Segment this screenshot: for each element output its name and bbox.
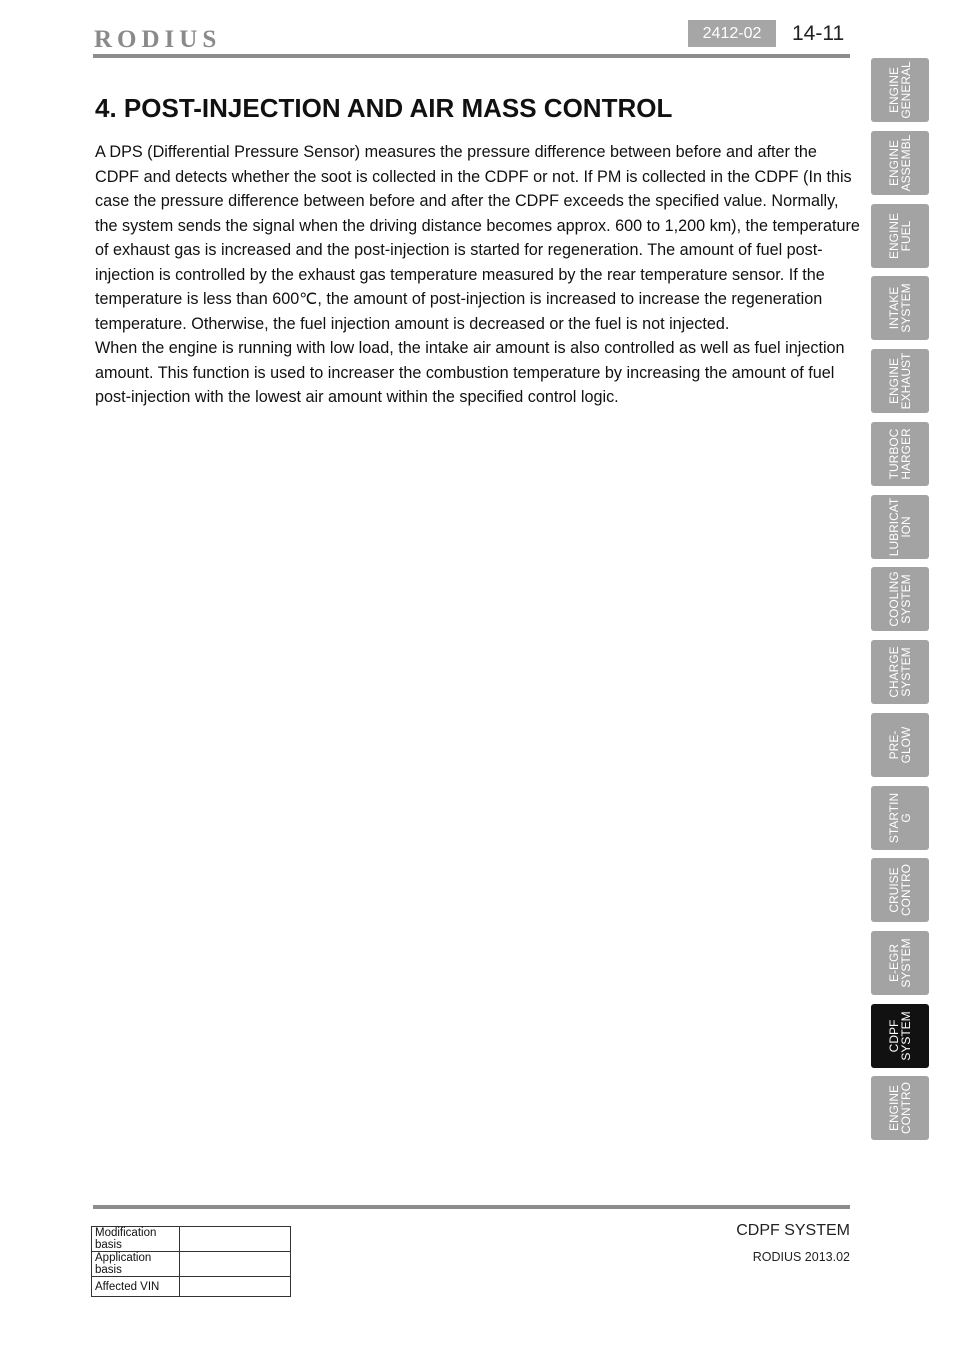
page-number: 14-11 [792, 22, 845, 45]
document-code-badge: 2412-02 [688, 20, 776, 47]
table-row [92, 1277, 291, 1297]
tab-label: CRUISE CONTRO [887, 864, 913, 916]
tab-engine-control[interactable] [871, 1076, 929, 1140]
tab-cooling-system[interactable] [871, 567, 929, 631]
footer-section-name: CDPF SYSTEM [736, 1222, 850, 1239]
footer-divider [93, 1205, 850, 1209]
header-divider [93, 54, 850, 58]
tab-lubrication[interactable] [871, 495, 929, 559]
tab-engine-general[interactable] [871, 58, 929, 122]
table-value [180, 1227, 291, 1252]
paragraph: A DPS (Differential Pressure Sensor) measures the pressure difference between before and after the CDPF and detects whether the soot is collected in the CDPF or not. If PM is collected in the CDPF (In this case the pressure difference between before and after the CDPF exceeds the specified value. Normally, the system sends the signal when the driving distance becomes approx. 600 to 1,200 km), the temperature of exhaust gas is increased and the post-injection is started for regeneration. The amount of fuel post-injection is controlled by the exhaust gas temperature measured by the rear temperature sensor. If the temperature is less than 600℃, the amount of post-injection is increased to increase the regeneration temperature. Otherwise, the fuel injection amount is decreased or the fuel is not injected. [95, 143, 860, 333]
modification-table [91, 1226, 291, 1297]
table-row [92, 1227, 291, 1252]
table-label: Application basis [92, 1252, 180, 1277]
paragraph: When the engine is running with low load, the intake air amount is also controlled as well as fuel injection amount. This function is used to increaser the combustion temperature by increasing the amount of fuel post-injection with the lowest air amount within the specified control logic. [95, 339, 845, 406]
tab-turbocharger[interactable] [871, 422, 929, 486]
table-value [180, 1252, 291, 1277]
tab-label: CDPF SYSTEM [887, 1011, 913, 1061]
tab-label: STARTIN G [887, 792, 913, 844]
tab-label: ENGINE FUEL [887, 212, 913, 260]
tab-label: COOLING SYSTEM [887, 571, 913, 627]
tab-engine-assembly[interactable] [871, 131, 929, 195]
brand-logo: RODIUS [94, 26, 222, 53]
tab-label: CHARGE SYSTEM [887, 646, 913, 698]
tab-label: E-EGR SYSTEM [887, 938, 913, 988]
tab-e-egr-system[interactable] [871, 931, 929, 995]
tab-cdpf-system[interactable] [871, 1004, 929, 1068]
tab-label: ENGINE GENERAL [887, 61, 913, 119]
table-row [92, 1252, 291, 1277]
tab-label: ENGINE CONTRO [887, 1082, 913, 1134]
tab-label: PRE- GLOW [887, 726, 913, 764]
tab-label: ENGINE ASSEMBL [887, 134, 913, 192]
section-title: 4. POST-INJECTION AND AIR MASS CONTROL [95, 93, 673, 123]
tab-starting[interactable] [871, 786, 929, 850]
tab-label: LUBRICAT ION [887, 497, 913, 557]
tab-pre-glow[interactable] [871, 713, 929, 777]
table-label: Affected VIN [92, 1277, 180, 1297]
table-label: Modification basis [92, 1227, 180, 1252]
table-value [180, 1277, 291, 1297]
footer-model-year: RODIUS 2013.02 [752, 1250, 850, 1264]
tab-engine-fuel[interactable] [871, 204, 929, 268]
body-text [95, 140, 860, 410]
tab-label: INTAKE SYSTEM [887, 283, 913, 333]
tab-label: ENGINE EXHAUST [887, 352, 913, 410]
tab-intake-system[interactable] [871, 276, 929, 340]
tab-charge-system[interactable] [871, 640, 929, 704]
tab-label: TURBOC HARGER [887, 428, 913, 480]
tab-cruise-control[interactable] [871, 858, 929, 922]
tab-engine-exhaust[interactable] [871, 349, 929, 413]
